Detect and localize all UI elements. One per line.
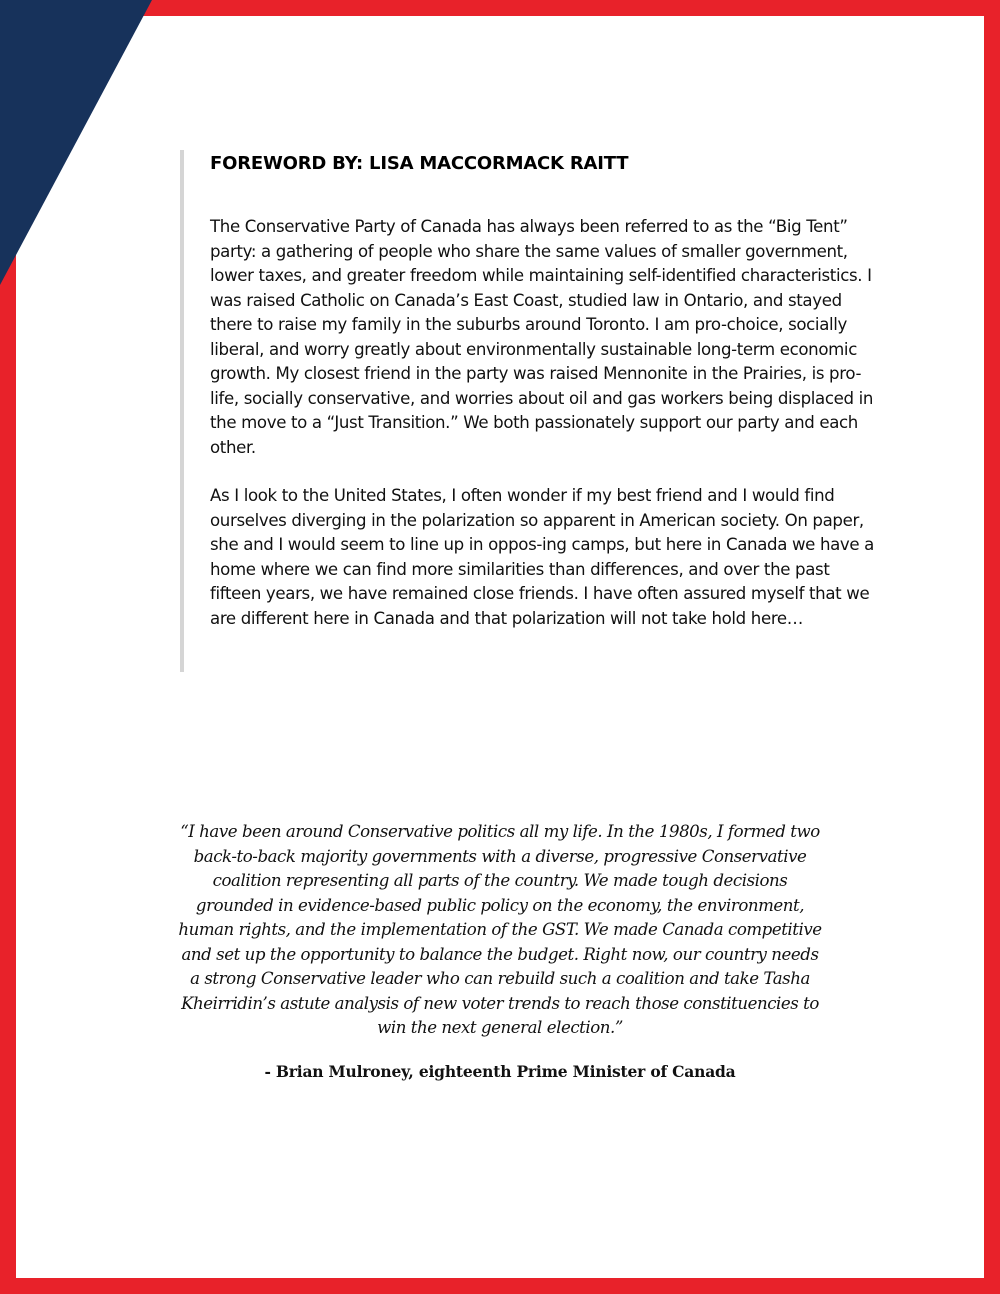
foreword-heading: FOREWORD BY: LISA MACCORMACK RAITT xyxy=(210,153,629,174)
navy-corner-shape xyxy=(0,0,152,285)
red-frame-right xyxy=(984,0,1000,1294)
foreword-section xyxy=(180,150,875,672)
pull-quote xyxy=(150,820,850,1081)
red-frame-bottom xyxy=(0,1278,1000,1294)
navy-corner-triangle xyxy=(0,0,152,285)
foreword-paragraph-2: As I look to the United States, I often wonder if my best friend and I would find ourselves diverging in the polarization so apparent in American society. On paper, she and I would seem to line up in oppos-ing camps, but here in Canada we have a home where we can find more similarities than differences, and over the past fifteen years, we have remained close friends. I have often assured myself that we are different here in Canada and that polarization will not take hold here… xyxy=(210,486,875,628)
foreword-paragraph-1: The Conservative Party of Canada has always been referred to as the “Big Tent” party: a gathering of people who share the same values of smaller government, lower taxes, and greater freedom while maintaining self-identified characteristics. I was raised Catholic on Canada’s East Coast, studied law in Ontario, and stayed there to raise my family in the suburbs around Toronto. I am pro-choice, socially liberal, and worry greatly about environmentally sustainable long-term economic growth. My closest friend in the party was raised Mennonite in the Prairies, is pro-life, socially conservative, and worries about oil and gas workers being displaced in the move to a “Just Transition.” We both passionately support our party and each other. xyxy=(210,217,874,457)
quote-attribution: - Brian Mulroney, eighteenth Prime Minister of Canada xyxy=(264,1061,736,1081)
quote-text: “I have been around Conservative politics all my life. In the 1980s, I formed two back-to-back majority governments with a diverse, progressive Conservative coalition representing all parts of the country. We made tough decisions grounded in evidence-based public policy on the economy, the environment, human rights, and the implementation of the GST. We made Canada competitive and set up the opportunity to balance the budget. Right now, our country needs a strong Conservative leader who can rebuild such a coalition and take Tasha Kheirridin’s astute analysis of new voter trends to reach those constituencies to win the next general election.” xyxy=(178,822,822,1037)
